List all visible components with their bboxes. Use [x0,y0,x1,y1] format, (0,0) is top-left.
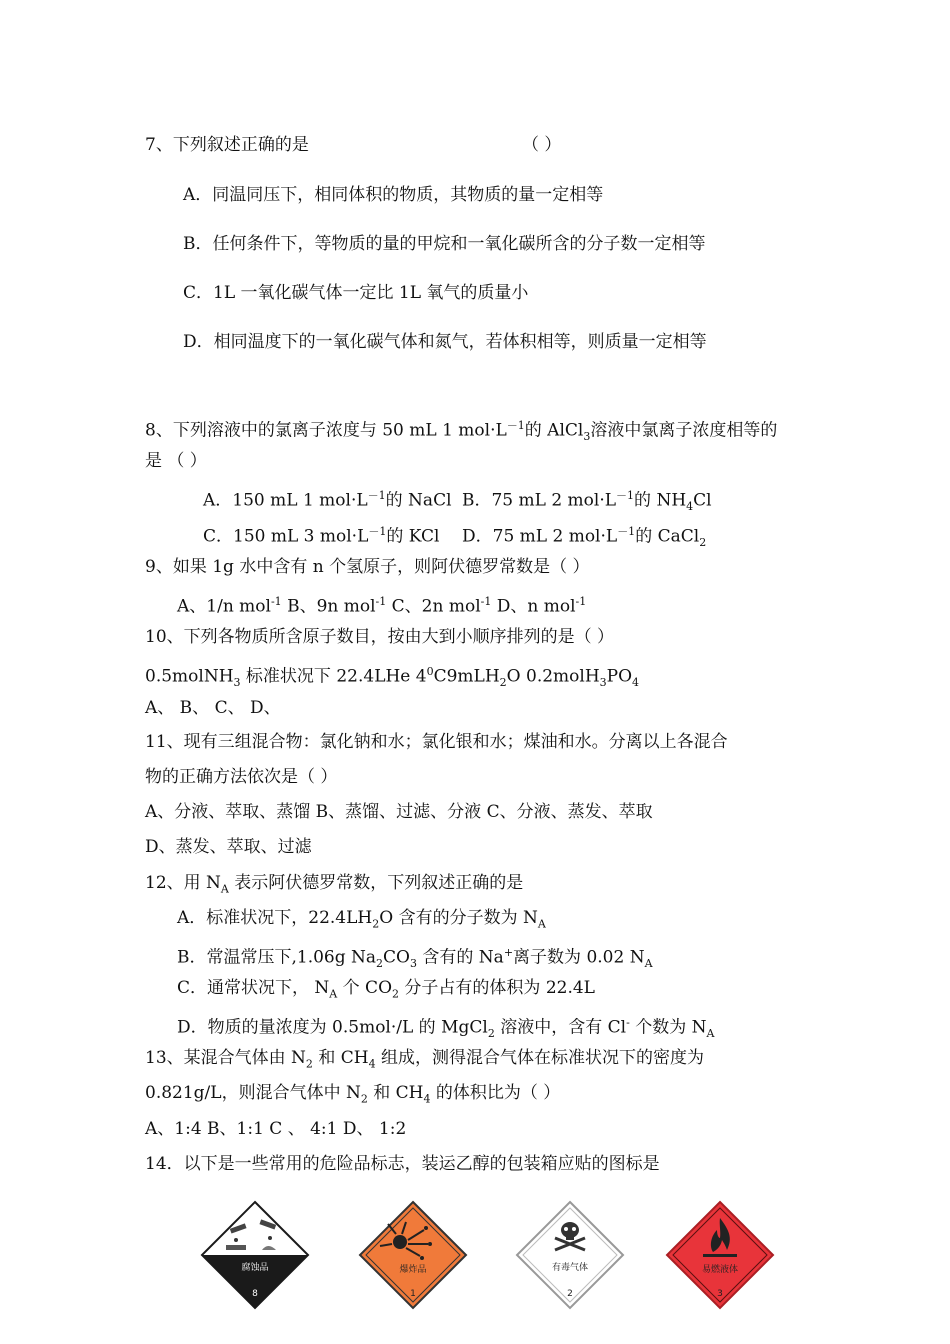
sign-label-corrosive: 腐蚀品 [241,1263,269,1273]
explosive-icon [358,1200,468,1310]
q7-stem: 7、下列叙述正确的是 [145,135,309,155]
q12-option-a: A．标准状况下，$22.4LH_2O$ 含有的分子数为 $N_A$ [177,908,546,931]
q9-options: A、1/n mol$^{-1}$ B、9n mol$^{-1}$ C、2n mol$^{-1}$ D、n mol$^{-1}$ [177,595,587,617]
q12-option-d: D．物质的量浓度为 0.5mol·/L 的 MgCl$_2$ 溶液中，含有 Cl- 个数为 $N_A$ [177,1016,715,1041]
q8-option-a: A．150 mL 1 $mol\cdot L^{-1}$的 NaCl [203,489,452,511]
sign-number-corrosive: 8 [252,1289,258,1299]
q8-option-b: B．75 mL 2 $mol\cdot L^{-1}$的 $NH_4Cl$ [462,489,712,514]
q12-stem: 12、用 $N_A$ 表示阿伏德罗常数，下列叙述正确的是 [145,873,524,896]
hazard-sign-corrosive [200,1200,310,1310]
q7-option-a: A．同温同压下，相同体积的物质，其物质的量一定相等 [183,185,604,205]
q8-stem-line1: 8、下列溶液中的氯离子浓度与 50 mL 1 $mol\cdot L^{-1}$的 AlCl$_3$溶液中氯离子浓度相等的 [145,419,778,444]
q7-option-b: B．任何条件下，等物质的量的甲烷和一氧化碳所含的分子数一定相等 [183,234,706,254]
q7-option-d: D．相同温度下的一氧化碳气体和氮气，若体积相等，则质量一定相等 [183,332,707,352]
q10-stem: 10、下列各物质所含原子数目，按由大到小顺序排列的是（ ） [145,627,615,647]
sign-label-explosive: 爆炸品 [399,1265,427,1275]
q11-options-line2: D、蒸发、萃取、过滤 [145,837,312,857]
q11-options-line1: A、分液、萃取、蒸馏 B、蒸馏、过滤、分液 C、分液、蒸发、萃取 [145,802,653,822]
q10-substances: 0.5molNH$_3$ 标准状况下 22.4LHe $4^0C9mLH_2O$ $0.2molH_3PO_4$ [145,665,640,690]
sign-number-toxic-gas: 2 [567,1289,573,1299]
hazard-sign-explosive [358,1200,468,1310]
sign-label-toxic-gas: 有毒气体 [551,1263,589,1273]
q13-stem-line2: 0.821g/L，则混合气体中 $N_2$ 和 $CH_4$ 的体积比为（ ） [145,1083,561,1106]
hazard-sign-flammable-liquid [665,1200,775,1310]
q7-answer-bracket: （ ） [522,135,562,155]
q13-options: A、1:4 B、1:1 C 、 4:1 D、 1:2 [145,1119,407,1139]
sign-number-flammable-liquid: 3 [717,1289,723,1299]
q12-option-c: C．通常状况下， $N_A$ 个 $CO_2$ 分子占有的体积为 22.4L [177,978,595,1001]
sign-number-explosive: 1 [410,1289,416,1299]
q11-stem-line1: 11、现有三组混合物：氯化钠和水；氯化银和水；煤油和水。分离以上各混合 [145,732,728,752]
q10-options: A、 B、 C、 D、 [145,698,281,718]
hazard-sign-toxic-gas [515,1200,625,1310]
q12-option-b: B．常温常压下,1.06g $Na_2CO_3$ 含有的 Na+离子数为 0.02 $N_A$ [177,946,653,971]
flame-icon [665,1200,775,1310]
q13-stem-line1: 13、某混合气体由 $N_2$ 和 $CH_4$ 组成，测得混合气体在标准状况下的密度为 [145,1048,704,1071]
q11-stem-line2: 物的正确方法依次是（ ） [145,767,338,787]
q8-option-d: D．75 mL 2 $mol\cdot L^{-1}$的 CaCl$_2$ [462,525,707,550]
q14-stem: 14．以下是一些常用的危险品标志，装运乙醇的包装箱应贴的图标是 [145,1154,660,1174]
q9-stem: 9、如果 1g 水中含有 n 个氢原子，则阿伏德罗常数是（ ） [145,557,590,577]
skull-icon [515,1200,625,1310]
corrosive-icon [200,1200,310,1310]
q8-option-c: C．150 mL 3 $mol\cdot L^{-1}$的 KCl [203,525,440,547]
q8-stem-line2: 是 （ ） [145,451,207,471]
q7-option-c: C．1L 一氧化碳气体一定比 1L 氧气的质量小 [183,283,529,303]
sign-label-flammable-liquid: 易燃液体 [701,1265,739,1275]
